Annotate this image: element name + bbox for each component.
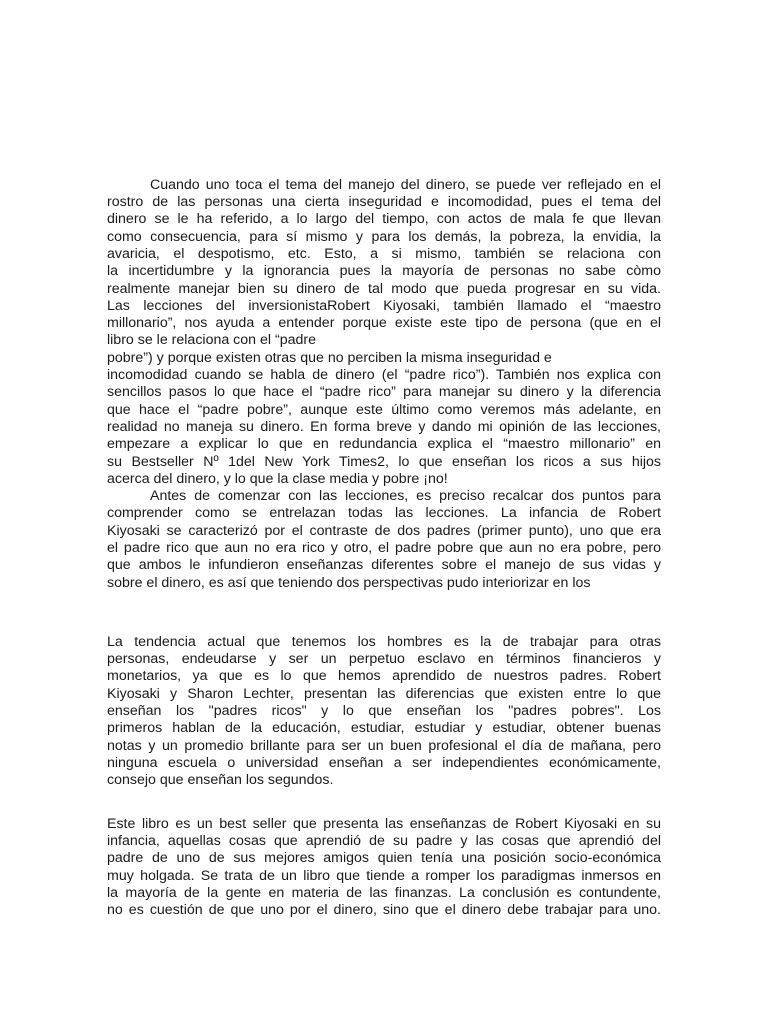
p1-line-14: que hace el “padre pobre”, aunque este último como veremos más adelante, en — [107, 402, 661, 418]
p1-line-17: su Bestseller Nº 1del New York Times2, lo que enseñan los ricos a sus hijos — [107, 454, 661, 470]
p1-line-1: Cuando uno toca el tema del manejo del dinero, se puede ver reflejado en el — [150, 177, 661, 193]
p1-line-10: libro se le relaciona con el “padre — [107, 332, 316, 348]
p3-line-9: consejo que enseñan los segundos. — [107, 772, 334, 788]
p2-line-2: comprender como se entrelazan todas las lecciones. La infancia de Robert — [107, 505, 661, 521]
p3-line-7: notas y un promedio brillante para ser un buen profesional el día de mañana, pero — [107, 738, 661, 754]
p1-line-2: rostro de las personas una cierta inseguridad e incomodidad, pues el tema del — [107, 194, 661, 210]
p3-line-2: personas, endeudarse y ser un perpetuo esclavo en términos financieros y — [107, 651, 661, 667]
p4-line-1: Este libro es un best seller que presenta las enseñanzas de Robert Kiyosaki en su — [107, 816, 661, 832]
p2-line-3: Kiyosaki se caracterizó por el contraste de dos padres (primer punto), uno que era — [107, 523, 661, 539]
p4-line-6: no es cuestión de que uno por el dinero, sino que el dinero debe trabajar para uno. — [107, 902, 661, 918]
p1-line-8: Las lecciones del inversionistaRobert Kiyosaki, también llamado el “maestro — [107, 298, 661, 314]
p4-line-4: muy holgada. Se trata de un libro que tiende a romper los paradigmas inmersos en — [107, 868, 661, 884]
p3-line-1: La tendencia actual que tenemos los hombres es la de trabajar para otras — [107, 634, 661, 650]
p1-line-6: la incertidumbre y la ignorancia pues la mayoría de personas no sabe còmo — [107, 263, 661, 279]
p1-line-3: dinero se le ha referido, a lo largo del tiempo, con actos de mala fe que llevan — [107, 211, 661, 227]
p1-line-12: incomodidad cuando se habla de dinero (el “padre rico”). También nos explica con — [107, 367, 661, 383]
p3-line-6: primeros hablan de la educación, estudiar, estudiar y estudiar, obtener buenas — [107, 720, 661, 736]
p3-line-3: monetarios, ya que es lo que hemos aprendido de nuestros padres. Robert — [107, 668, 661, 684]
p3-line-4: Kiyosaki y Sharon Lechter, presentan las diferencias que existen entre lo que — [107, 686, 661, 702]
p1-line-16: empezare a explicar lo que en redundancia explica el “maestro millonario” en — [107, 436, 661, 452]
p4-line-2: infancia, aquellas cosas que aprendió de su padre y las cosas que aprendió del — [107, 833, 661, 849]
p1-line-18: acerca del dinero, y lo que la clase media y pobre ¡no! — [107, 471, 448, 487]
p4-line-3: padre de uno de sus mejores amigos quien tenía una posición socio-económica — [107, 850, 661, 866]
p3-line-8: ninguna escuela o universidad enseñan a ser independientes económicamente, — [107, 755, 661, 771]
p1-line-4: como consecuencia, para sí mismo y para los demás, la pobreza, la envidia, la — [107, 229, 661, 245]
p2-line-6: sobre el dinero, es así que teniendo dos perspectivas pudo interiorizar en los — [107, 575, 591, 591]
p4-line-5: la mayoría de la gente en materia de las finanzas. La conclusión es contundente, — [107, 885, 661, 901]
p1-line-7: realmente manejar bien su dinero de tal modo que pueda progresar en su vida. — [107, 281, 661, 297]
p1-line-9: millonario”, nos ayuda a entender porque existe este tipo de persona (que en el — [107, 315, 661, 331]
p2-line-1: Antes de comenzar con las lecciones, es preciso recalcar dos puntos para — [150, 488, 661, 504]
p1-line-11: pobre”) y porque existen otras que no perciben la misma inseguridad e — [107, 350, 552, 366]
p1-line-13: sencillos pasos lo que hace el “padre rico” para manejar su dinero y la diferencia — [107, 384, 661, 400]
p3-line-5: enseñan los "padres ricos" y lo que enseñan los "padres pobres". Los — [107, 703, 661, 719]
p2-line-4: el padre rico que aun no era rico y otro, el padre pobre que aun no era pobre, pero — [107, 540, 661, 556]
p1-line-5: avaricia, el despotismo, etc. Esto, a si mismo, también se relaciona con — [107, 246, 661, 262]
p1-line-15: realidad no maneja su dinero. En forma breve y dando mi opinión de las lecciones, — [107, 419, 661, 435]
p2-line-5: que ambos le infundieron enseñanzas diferentes sobre el manejo de sus vidas y — [107, 557, 661, 573]
